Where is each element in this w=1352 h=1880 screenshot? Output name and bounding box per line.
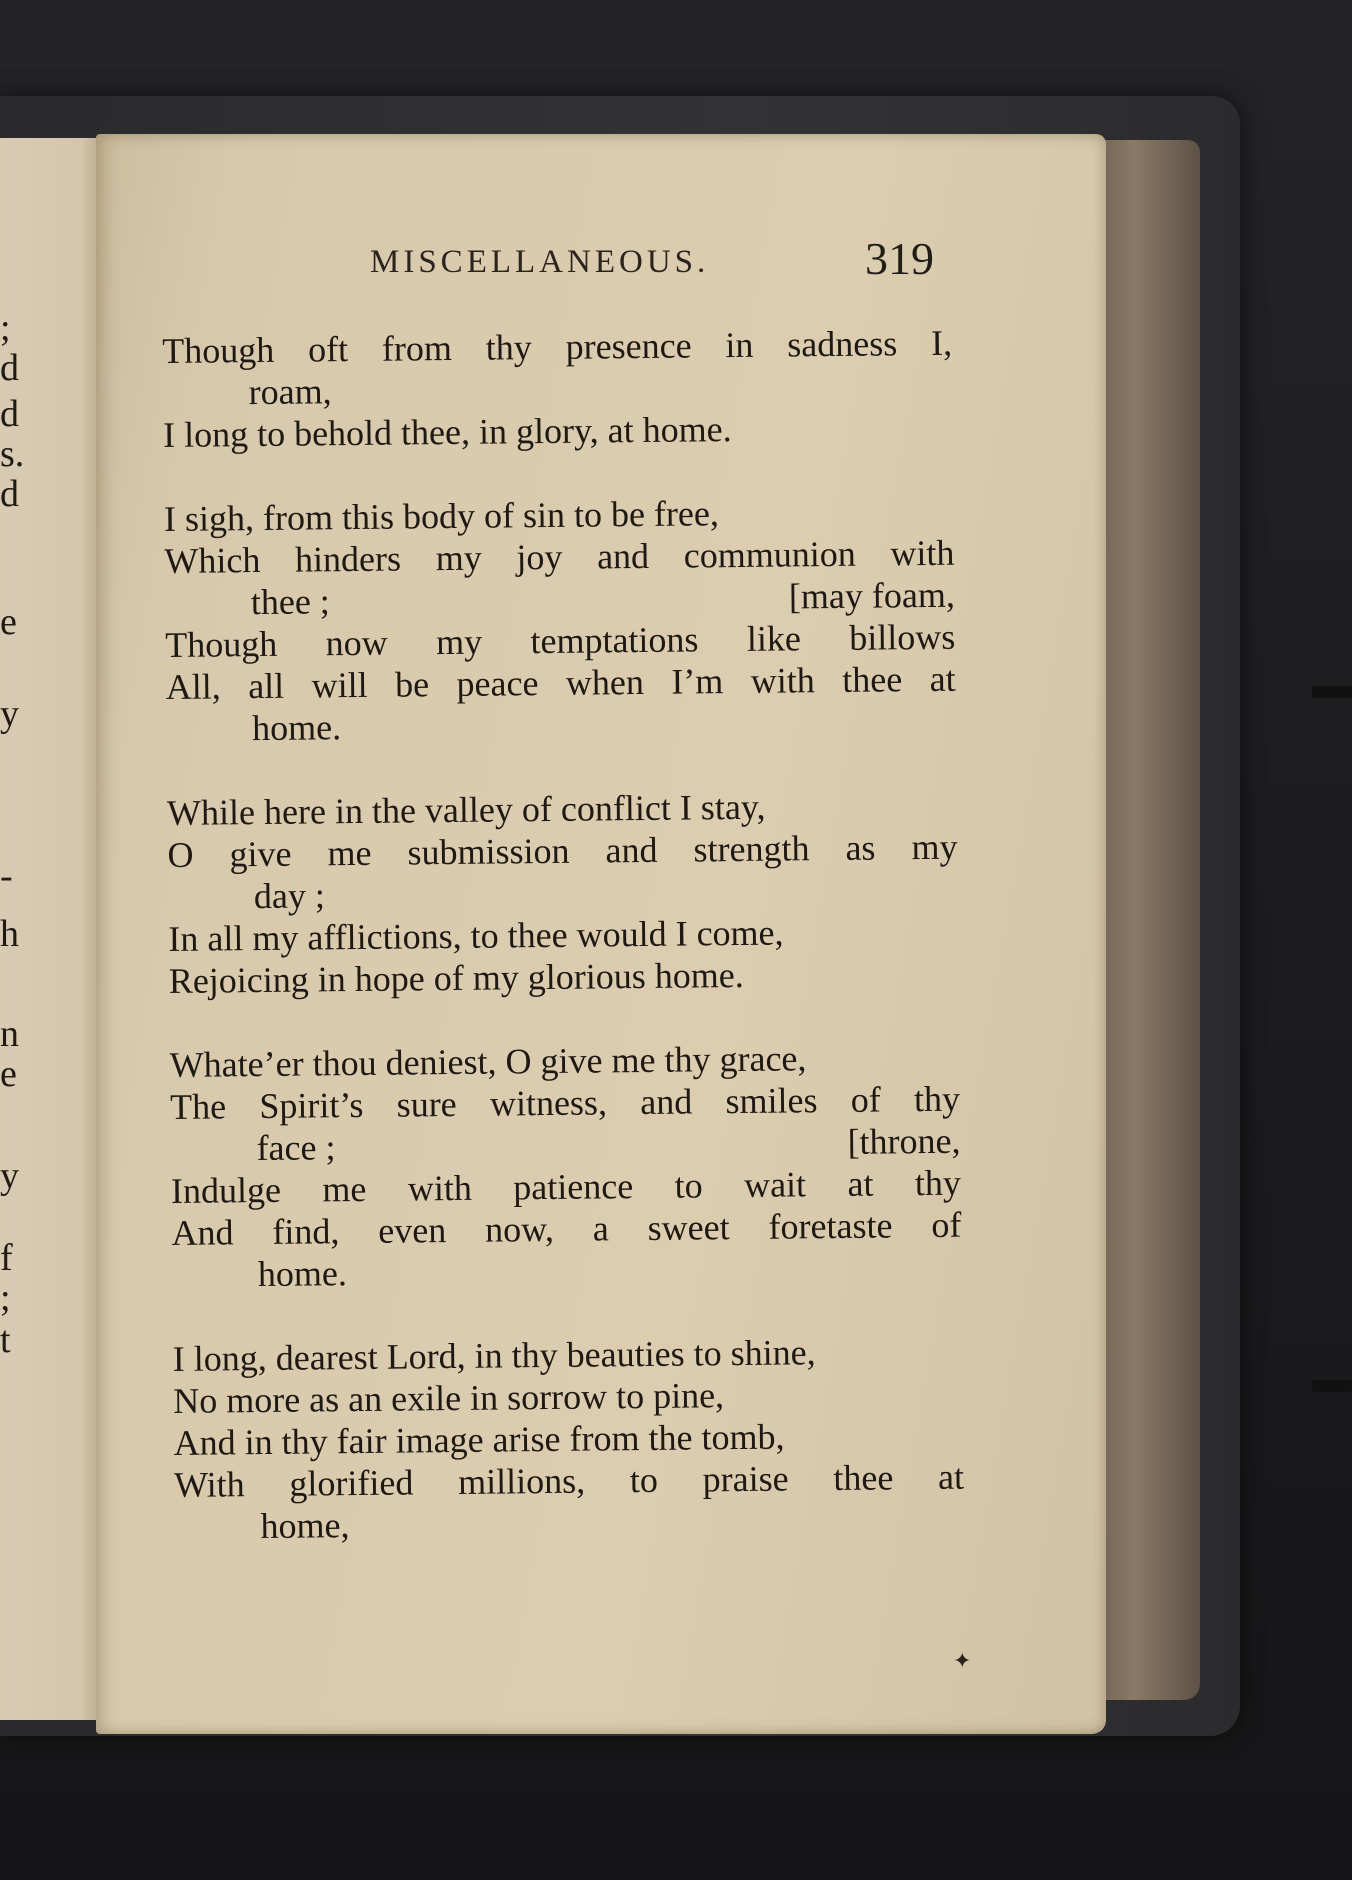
clasp-mark-bottom bbox=[1312, 1380, 1352, 1392]
page-number: 319 bbox=[865, 233, 934, 284]
overflow-text: [throne, bbox=[847, 1120, 961, 1162]
poem-line: Though oft from thy presence in sadness I, bbox=[162, 322, 953, 371]
poem-line: Which hinders my joy and communion with bbox=[164, 532, 955, 581]
left-page-fragment: e bbox=[0, 601, 17, 643]
left-page-fragment: n bbox=[0, 1013, 19, 1055]
left-page-fragment: - bbox=[0, 855, 13, 897]
poem-line bbox=[166, 700, 966, 750]
stanza bbox=[167, 784, 969, 1002]
page-header bbox=[370, 233, 950, 296]
left-page-fragment: h bbox=[0, 913, 19, 955]
line-text: day ; bbox=[253, 875, 326, 917]
poem-line bbox=[172, 1246, 972, 1296]
poem-line: And find, even now, a sweet foretaste of bbox=[171, 1204, 962, 1253]
poem-line: All, all will be peace when I’m with thee at bbox=[165, 658, 956, 707]
line-text: Rejoicing in hope of my glorious home. bbox=[168, 954, 744, 1001]
stanza bbox=[162, 322, 963, 456]
poem-line bbox=[174, 1498, 974, 1548]
left-page-fragment: f bbox=[0, 1237, 13, 1279]
line-text: home. bbox=[251, 707, 342, 749]
stanza bbox=[169, 1036, 972, 1296]
poem-line: With glorified millions, to praise thee at bbox=[173, 1456, 965, 1505]
left-page-fragment: d bbox=[0, 393, 19, 435]
left-page-fragment: y bbox=[0, 693, 19, 735]
stanza bbox=[164, 490, 967, 750]
left-page-fragment: s. bbox=[0, 433, 25, 475]
left-page-fragment: t bbox=[0, 1319, 11, 1361]
line-text: I sigh, from this body of sin to be free, bbox=[163, 493, 720, 539]
page-edges bbox=[1090, 140, 1200, 1700]
line-text: face ; bbox=[256, 1127, 336, 1169]
stanza bbox=[173, 1330, 975, 1548]
line-text: I long, dearest Lord, in thy beauties to shine, bbox=[172, 1332, 816, 1379]
line-text: roam, bbox=[248, 371, 332, 413]
poem-line: Indulge me with patience to wait at thy bbox=[170, 1162, 962, 1211]
left-facing-page bbox=[0, 138, 102, 1720]
poem-line bbox=[163, 406, 963, 456]
running-head: MISCELLANEOUS. bbox=[370, 244, 710, 280]
poem-line: Though now my temptations like billows bbox=[165, 616, 956, 665]
clasp-mark-top bbox=[1312, 686, 1352, 698]
line-text: home. bbox=[257, 1253, 348, 1295]
line-text: thee ; bbox=[250, 581, 331, 623]
line-text: home, bbox=[260, 1505, 350, 1547]
poem-body bbox=[162, 322, 975, 1590]
overflow-text: [may foam, bbox=[788, 574, 956, 617]
left-page-fragment: ; bbox=[0, 1277, 11, 1319]
left-page-fragment: d bbox=[0, 347, 19, 389]
line-text: In all my afflictions, to thee would I come, bbox=[168, 912, 784, 959]
poem-line bbox=[169, 952, 969, 1002]
line-text: And in thy fair image arise from the tomb, bbox=[173, 1416, 785, 1463]
left-page-fragment: d bbox=[0, 473, 19, 515]
line-text: No more as an exile in sorrow to pine, bbox=[173, 1375, 725, 1421]
poem-line: The Spirit’s sure witness, and smiles of thy bbox=[169, 1078, 961, 1127]
ornament-icon: ✦ bbox=[953, 1648, 972, 1673]
left-page-fragment: e bbox=[0, 1053, 17, 1095]
left-page-fragment: y bbox=[0, 1155, 19, 1197]
poem-line: O give me submission and strength as my bbox=[167, 826, 958, 875]
line-text: I long to behold thee, in glory, at home. bbox=[162, 409, 732, 455]
line-text: While here in the valley of conflict I stay, bbox=[166, 786, 766, 833]
left-page-fragment: ; bbox=[0, 307, 11, 349]
line-text: Whate’er thou deniest, O give me thy grace, bbox=[169, 1038, 807, 1085]
